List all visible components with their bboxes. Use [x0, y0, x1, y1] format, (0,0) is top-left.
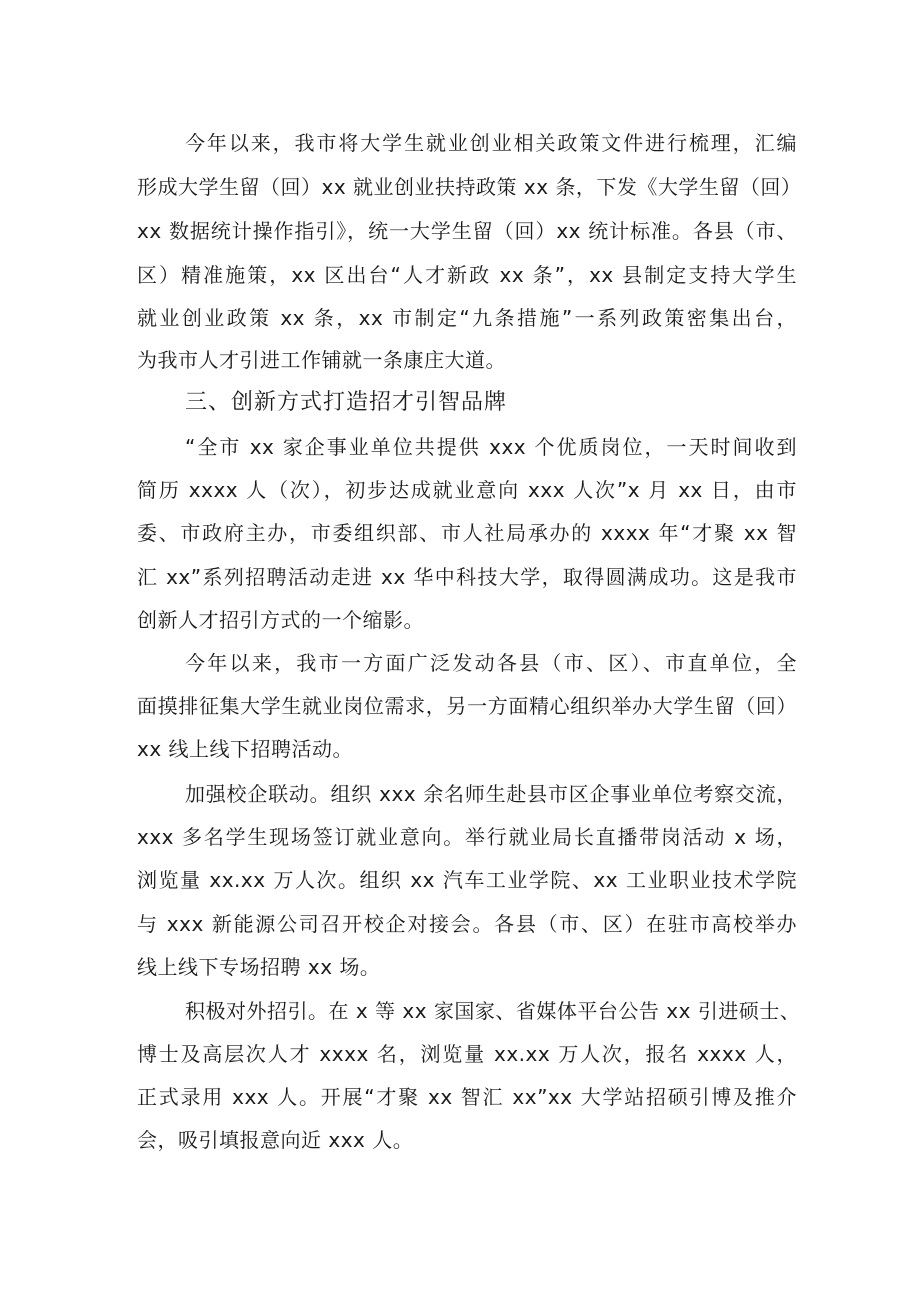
paragraph-line: xxx 多名学生现场签订就业意向。举行就业局长直播带岗活动 x 场，	[137, 825, 797, 849]
paragraph-line: 博士及高层次人才 xxxx 名，浏览量 xx.xx 万人次，报名 xxxx 人，	[137, 1042, 797, 1066]
paragraph-line: 加强校企联动。组织 xxx 余名师生赴县市区企事业单位考察交流，	[185, 782, 797, 806]
paragraph-line: 创新人才招引方式的一个缩影。	[137, 608, 424, 632]
paragraph-line: xx 数据统计操作指引》，统一大学生留（回）xx 统计标准。各县（市、	[137, 219, 797, 243]
paragraph-line: “全市 xx 家企事业单位共提供 xxx 个优质岗位，一天时间收到	[185, 435, 797, 459]
paragraph-line: 线上线下专场招聘 xx 场。	[137, 955, 381, 979]
paragraph-line: 与 xxx 新能源公司召开校企对接会。各县（市、区）在驻市高校举办	[137, 912, 797, 936]
paragraph-line: 积极对外招引。在 x 等 xx 家国家、省媒体平台公告 xx 引进硕士、	[185, 999, 801, 1023]
paragraph-line: 汇 xx”系列招聘活动走进 xx 华中科技大学，取得圆满成功。这是我市	[137, 565, 797, 589]
paragraph-line: 今年以来，我市一方面广泛发动各县（市、区）、市直单位，全	[185, 651, 797, 675]
paragraph-line: 区）精准施策，xx 区出台“人才新政 xx 条”，xx 县制定支持大学生	[137, 263, 797, 287]
paragraph-line: 为我市人才引进工作铺就一条康庄大道。	[137, 348, 506, 372]
section-heading: 三、创新方式打造招才引智品牌	[185, 390, 508, 415]
paragraph-line: 委、市政府主办，市委组织部、市人社局承办的 xxxx 年“才聚 xx 智	[137, 521, 797, 545]
paragraph-line: xx 线上线下招聘活动。	[137, 737, 354, 761]
paragraph-line: 正式录用 xxx 人。开展“才聚 xx 智汇 xx”xx 大学站招硕引博及推介	[137, 1085, 797, 1109]
paragraph-line: 简历 xxxx 人（次），初步达成就业意向 xxx 人次”x 月 xx 日，由市	[137, 478, 797, 502]
paragraph-line: 形成大学生留（回）xx 就业创业扶持政策 xx 条，下发《大学生留（回）	[137, 175, 802, 199]
paragraph-line: 就业创业政策 xx 条，xx 市制定“九条措施”一系列政策密集出台，	[137, 306, 797, 330]
paragraph-line: 浏览量 xx.xx 万人次。组织 xx 汽车工业学院、xx 工业职业技术学院	[137, 868, 797, 892]
paragraph-line: 面摸排征集大学生就业岗位需求，另一方面精心组织举办大学生留（回）	[137, 694, 797, 718]
paragraph-line: 会，吸引填报意向近 xxx 人。	[137, 1128, 414, 1152]
paragraph-line: 今年以来，我市将大学生就业创业相关政策文件进行梳理，汇编	[185, 131, 797, 155]
